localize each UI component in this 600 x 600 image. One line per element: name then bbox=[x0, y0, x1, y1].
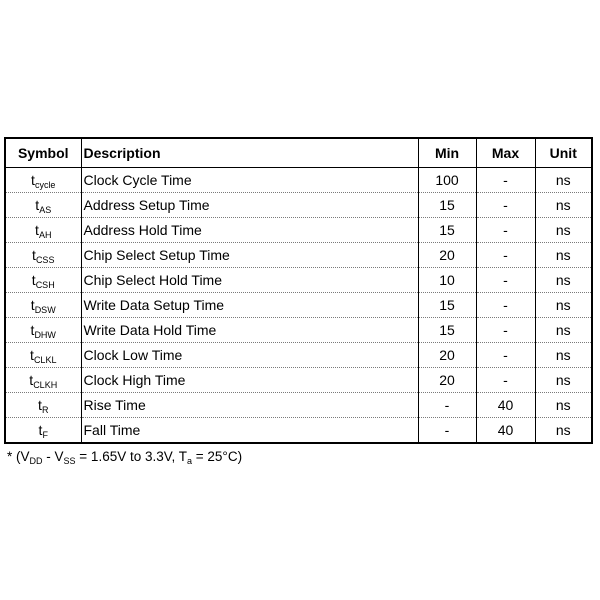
symbol-subscript: AH bbox=[38, 230, 52, 240]
unit-cell: ns bbox=[535, 243, 592, 268]
symbol-base: t bbox=[32, 247, 36, 263]
table-row bbox=[5, 268, 592, 293]
description-cell: Chip Select Hold Time bbox=[81, 268, 418, 293]
symbol-subscript: CSS bbox=[35, 255, 55, 265]
unit-cell: ns bbox=[535, 168, 592, 193]
header-description: Description bbox=[81, 138, 418, 168]
symbol-subscript: CLKL bbox=[33, 355, 57, 365]
max-cell: - bbox=[476, 268, 535, 293]
symbol-base: t bbox=[29, 372, 34, 388]
unit-cell: ns bbox=[535, 268, 592, 293]
footnote-mid2: = 1.65V to 3.3V, T bbox=[75, 449, 188, 464]
footnote-mid1: - V bbox=[42, 449, 64, 464]
symbol-cell bbox=[5, 418, 81, 444]
description-cell: Write Data Hold Time bbox=[81, 318, 418, 343]
symbol-base: t bbox=[35, 222, 39, 238]
unit-cell: ns bbox=[535, 393, 592, 418]
symbol-cell bbox=[5, 368, 81, 393]
unit-cell: ns bbox=[535, 368, 592, 393]
timing-table-container bbox=[4, 137, 591, 444]
symbol-subscript: cycle bbox=[34, 180, 56, 190]
symbol-cell bbox=[5, 343, 81, 368]
max-cell: - bbox=[476, 368, 535, 393]
max-cell: - bbox=[476, 193, 535, 218]
unit-cell: ns bbox=[535, 318, 592, 343]
description-cell: Fall Time bbox=[81, 418, 418, 444]
description-cell: Chip Select Setup Time bbox=[81, 243, 418, 268]
symbol-cell bbox=[5, 168, 81, 193]
symbol-subscript: DSW bbox=[34, 305, 56, 315]
table-row bbox=[5, 418, 592, 444]
table-row bbox=[5, 343, 592, 368]
table-row bbox=[5, 393, 592, 418]
header-max: Max bbox=[476, 138, 535, 168]
symbol-subscript: DHW bbox=[34, 330, 56, 340]
description-cell: Clock High Time bbox=[81, 368, 418, 393]
min-cell: 15 bbox=[418, 293, 476, 318]
table-row bbox=[5, 318, 592, 343]
min-cell: - bbox=[418, 393, 476, 418]
max-cell: - bbox=[476, 343, 535, 368]
symbol-subscript: CLKH bbox=[33, 380, 58, 390]
symbol-subscript: AS bbox=[39, 205, 52, 215]
footnote-suffix: = 25°C) bbox=[192, 449, 243, 464]
symbol-base: t bbox=[38, 422, 43, 438]
footnote-vss-subscript: SS bbox=[63, 456, 76, 466]
description-cell: Address Setup Time bbox=[81, 193, 418, 218]
footnote-conditions bbox=[7, 449, 242, 464]
description-cell: Write Data Setup Time bbox=[81, 293, 418, 318]
symbol-cell bbox=[5, 193, 81, 218]
unit-cell: ns bbox=[535, 343, 592, 368]
min-cell: 100 bbox=[418, 168, 476, 193]
header-unit: Unit bbox=[535, 138, 592, 168]
symbol-base: t bbox=[35, 197, 40, 213]
unit-cell: ns bbox=[535, 193, 592, 218]
symbol-cell bbox=[5, 293, 81, 318]
min-cell: - bbox=[418, 418, 476, 444]
symbol-base: t bbox=[30, 347, 34, 363]
timing-characteristics-table bbox=[4, 137, 593, 444]
unit-cell: ns bbox=[535, 218, 592, 243]
max-cell: - bbox=[476, 243, 535, 268]
symbol-base: t bbox=[30, 322, 35, 338]
description-cell: Clock Cycle Time bbox=[81, 168, 418, 193]
symbol-cell bbox=[5, 243, 81, 268]
table-row bbox=[5, 168, 592, 193]
symbol-subscript: F bbox=[42, 430, 48, 440]
table-row bbox=[5, 243, 592, 268]
table-row bbox=[5, 368, 592, 393]
symbol-base: t bbox=[30, 297, 35, 313]
min-cell: 20 bbox=[418, 243, 476, 268]
symbol-cell bbox=[5, 218, 81, 243]
min-cell: 10 bbox=[418, 268, 476, 293]
min-cell: 20 bbox=[418, 343, 476, 368]
max-cell: - bbox=[476, 168, 535, 193]
table-row bbox=[5, 193, 592, 218]
symbol-cell bbox=[5, 318, 81, 343]
table-row bbox=[5, 293, 592, 318]
description-cell: Clock Low Time bbox=[81, 343, 418, 368]
header-symbol: Symbol bbox=[5, 138, 81, 168]
footnote-prefix: * (V bbox=[7, 449, 30, 464]
max-cell: 40 bbox=[476, 393, 535, 418]
max-cell: 40 bbox=[476, 418, 535, 444]
min-cell: 15 bbox=[418, 318, 476, 343]
symbol-cell bbox=[5, 268, 81, 293]
min-cell: 20 bbox=[418, 368, 476, 393]
min-cell: 15 bbox=[418, 218, 476, 243]
max-cell: - bbox=[476, 318, 535, 343]
symbol-cell bbox=[5, 393, 81, 418]
max-cell: - bbox=[476, 293, 535, 318]
symbol-subscript: CSH bbox=[35, 280, 55, 290]
description-cell: Address Hold Time bbox=[81, 218, 418, 243]
table-header-row bbox=[5, 138, 592, 168]
symbol-base: t bbox=[31, 172, 35, 188]
unit-cell: ns bbox=[535, 418, 592, 444]
min-cell: 15 bbox=[418, 193, 476, 218]
symbol-base: t bbox=[38, 397, 42, 413]
unit-cell: ns bbox=[535, 293, 592, 318]
symbol-base: t bbox=[31, 272, 36, 288]
table-row bbox=[5, 218, 592, 243]
header-min: Min bbox=[418, 138, 476, 168]
description-cell: Rise Time bbox=[81, 393, 418, 418]
footnote-vdd-subscript: DD bbox=[29, 456, 43, 466]
footnote-ta-subscript: a bbox=[187, 456, 193, 466]
max-cell: - bbox=[476, 218, 535, 243]
symbol-subscript: R bbox=[41, 405, 49, 415]
